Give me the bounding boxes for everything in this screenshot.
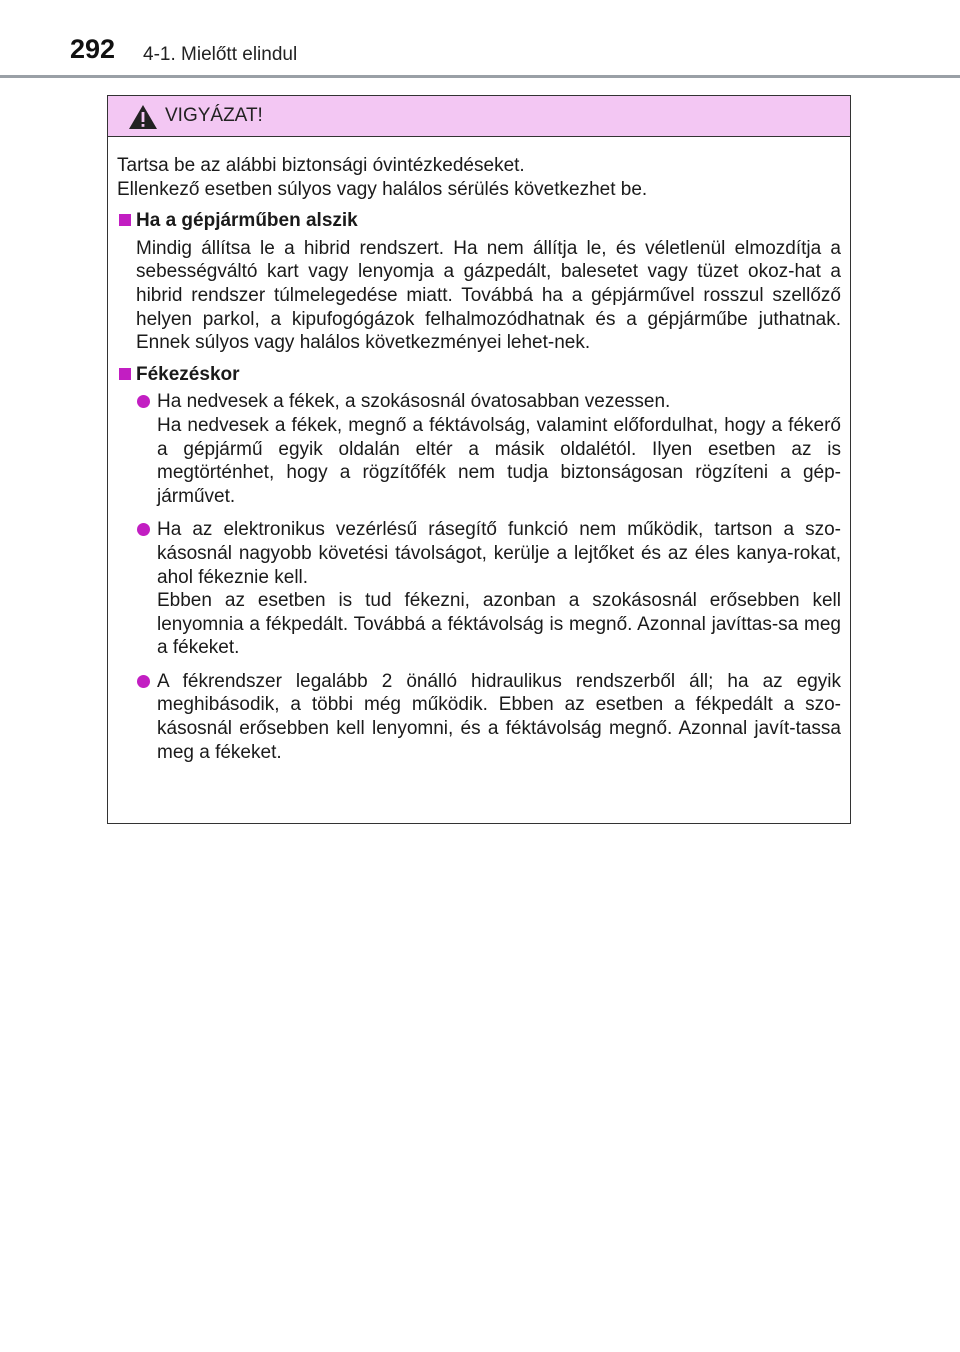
warning-body — [108, 137, 850, 764]
intro-line: Ellenkező esetben súlyos vagy halálos sérülés következhet be. — [117, 178, 648, 200]
header-rule — [0, 75, 960, 78]
circle-bullet-icon — [137, 523, 150, 536]
warning-box — [107, 95, 851, 824]
warning-title: VIGYÁZAT! — [165, 105, 263, 126]
bullet-item — [117, 518, 841, 660]
bullet-text: Ha nedvesek a fékek, megnő a féktávolság, valamint előfordulhat, hogy a fékerő a gépjármű egyik oldalán eltér a másik oldalétól. Ilyen esetben az is megtörténhet, hogy a rögzítőfék nem tudja biztonságosan rögzíteni a gép-járművet. — [157, 414, 841, 507]
circle-bullet-icon — [137, 395, 150, 408]
bullet-item — [117, 390, 841, 508]
page-number: 292 — [70, 34, 116, 64]
bullet-item — [117, 670, 841, 764]
bullet-text: Ha az elektronikus vezérlésű rásegítő funkció nem működik, tartson a szo-kásosnál nagyobb követési távolságot, kerülje a lejtőket és az éles kanya-rokat, ahol fékeznie kell. — [157, 519, 841, 588]
page-header — [0, 0, 960, 80]
section-title: 4-1. Mielőtt elindul — [143, 44, 298, 65]
intro-line: Tartsa be az alábbi biztonsági óvintézkedéseket. — [117, 155, 525, 176]
bullet-text: Ha nedvesek a fékek, a szokásosnál óvatosabban vezessen. — [157, 391, 671, 413]
section-heading-text: Ha a gépjárműben alszik — [136, 210, 358, 232]
warning-header — [108, 96, 850, 137]
bullet-text: A fékrendszer legalább 2 önálló hidraulikus rendszerből áll; ha az egyik meghibásodik, a többi még működik. Ebben az esetben a fékpedált a szo-kásosnál erősebben kell lenyomni, és a féktávolság megnő. Azonnal javít-tassa meg a fékeket. — [157, 670, 841, 763]
section-heading-braking — [117, 363, 841, 387]
section-paragraph: Mindig állítsa le a hibrid rendszert. Ha nem állítja le, és véletlenül elmozdítja a sebességváltó kart vagy lenyomja a gázpedált, balesetet vagy tüzet okoz-hat a hibrid rendszer túlmelegedése miatt. Továbbá ha a gépjárművel rosszul szellőző helyen parkol, a kipufogógázok felhalmozódhatnak és a gépjárműbe juthatnak. Ennek súlyos vagy halálos következményei lehet-nek. — [136, 237, 841, 354]
warning-intro — [117, 154, 841, 201]
section-heading-text: Fékezéskor — [136, 363, 240, 385]
bullet-text: Ebben az esetben is tud fékezni, azonban a szokásosnál erősebben kell lenyomnia a fékpedált. Továbbá a féktávolság is megnő. Azonnal javíttas-sa meg a fékeket. — [157, 590, 841, 659]
section-heading-sleeping — [117, 209, 841, 233]
circle-bullet-icon — [137, 675, 150, 688]
warning-triangle-icon — [128, 104, 158, 130]
square-bullet-icon — [119, 368, 131, 380]
square-bullet-icon — [119, 214, 131, 226]
